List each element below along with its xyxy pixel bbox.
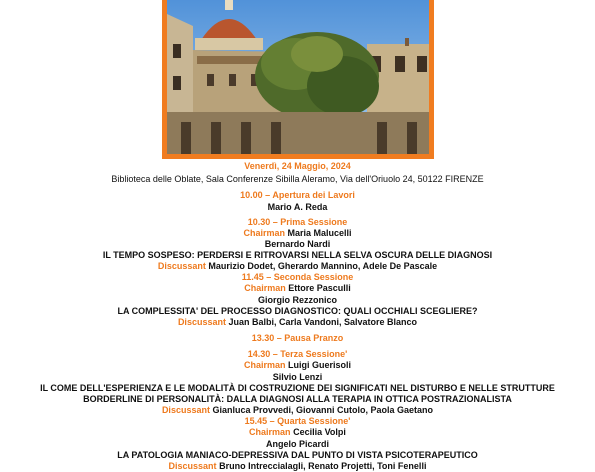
session3-discussants	[0, 405, 595, 416]
session3-talk-line1: IL COME DELL'ESPERIENZA E LE MODALITÀ DI COSTRUZIONE DEI SIGNIFICATI NEL DISTURBO E NELLE STRUTTURE	[40, 383, 555, 393]
session3-chair	[0, 360, 595, 371]
session2-chair-name: Ettore Pasculli	[288, 283, 351, 293]
session3-title: 14.30 – Terza Sessione'	[247, 349, 348, 359]
session4-chair	[0, 427, 595, 438]
session2-discussants	[0, 317, 595, 328]
session1-chair-label: Chairman	[243, 228, 285, 238]
session4-chair-label: Chairman	[249, 427, 291, 437]
session4-talk: LA PATOLOGIA MANIACO-DEPRESSIVA DAL PUNTO DI VISTA PSICOTERAPEUTICO	[117, 450, 478, 460]
session1-talk: IL TEMPO SOSPESO: PERDERSI E RITROVARSI NELLA SELVA OSCURA DELLE DIAGNOSI	[102, 250, 493, 260]
session2-disc-names: Juan Balbi, Carla Vandoni, Salvatore Blanco	[228, 317, 418, 327]
session1-chair-name: Maria Malucelli	[287, 228, 352, 238]
session3-disc-names: Gianluca Provvedi, Giovanni Cutolo, Paola Gaetano	[212, 405, 434, 415]
event-photo	[162, 0, 434, 159]
session3-disc-label: Discussant	[161, 405, 210, 415]
session1-chair	[0, 228, 595, 239]
session1-disc-names: Maurizio Dodet, Gherardo Mannino, Adele De Pascale	[208, 261, 438, 271]
session2-talk: LA COMPLESSITA' DEL PROCESSO DIAGNOSTICO: QUALI OCCHIALI SCEGLIERE?	[117, 306, 478, 316]
session1-title: 10.30 – Prima Sessione	[247, 217, 348, 227]
opening-speaker: Mario A. Reda	[267, 202, 328, 212]
session1-discussants	[0, 261, 595, 272]
session4-disc-names: Bruno Intreccialagli, Renato Projetti, Toni Fenelli	[219, 461, 427, 471]
session4-discussants	[0, 461, 595, 472]
event-date: Venerdì, 24 Maggio, 2024	[244, 161, 351, 171]
session4-disc-label: Discussant	[168, 461, 217, 471]
lunch-title: 13.30 – Pausa Pranzo	[251, 333, 344, 343]
session4-chair-name: Cecilia Volpi	[293, 427, 346, 437]
session2-title: 11.45 – Seconda Sessione	[241, 272, 354, 282]
session3-speaker: Silvio Lenzi	[272, 372, 323, 382]
session4-title: 15.45 – Quarta Sessione'	[244, 416, 351, 426]
session2-chair	[0, 283, 595, 294]
session2-disc-label: Discussant	[177, 317, 226, 327]
session4-speaker: Angelo Picardi	[265, 439, 329, 449]
session3-chair-label: Chairman	[243, 360, 286, 370]
session1-disc-label: Discussant	[157, 261, 206, 271]
session3-talk-line2: BORDERLINE DI PERSONALITÀ: DALLA DIAGNOSI ALLA TERAPIA IN OTTICA POSTRAZIONALISTA	[83, 394, 512, 404]
session3-chair-name: Luigi Guerisoli	[288, 360, 352, 370]
event-venue: Biblioteca delle Oblate, Sala Conferenze Sibilla Aleramo, Via dell'Oriuolo 24, 50122 FIRENZE	[111, 174, 484, 184]
session2-chair-label: Chairman	[244, 283, 286, 293]
session1-speaker: Bernardo Nardi	[264, 239, 331, 249]
opening-title: 10.00 – Apertura dei Lavori	[240, 190, 355, 200]
session2-speaker: Giorgio Rezzonico	[257, 295, 337, 305]
